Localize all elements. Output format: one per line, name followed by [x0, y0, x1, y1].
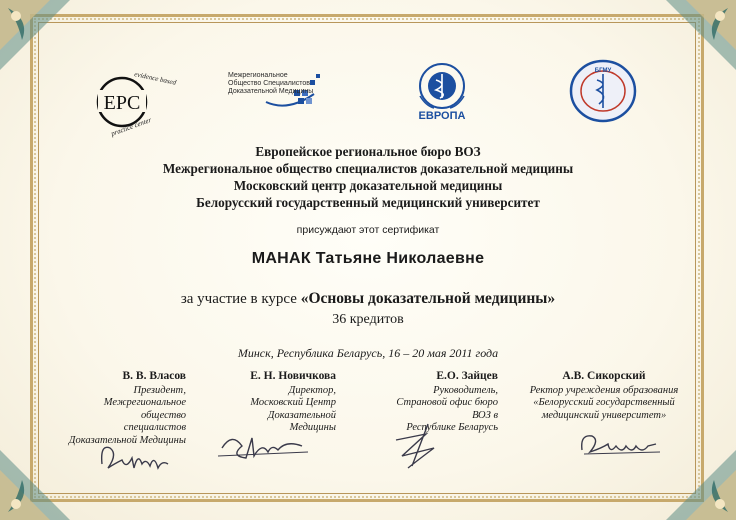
bsmu-logo	[566, 56, 640, 126]
epc-logo-bottom-text: practice center	[109, 115, 153, 138]
organization-line: Европейское региональное бюро ВОЗ	[255, 144, 481, 159]
epc-logo-arc-text: evidence based	[133, 70, 177, 87]
signature-sikorsky	[574, 424, 664, 464]
signatory-name: Е. Н. Новичкова	[250, 370, 336, 382]
epc-logo	[82, 64, 177, 140]
credits-text: 36 кредитов	[332, 312, 404, 327]
presents-text: присуждают этот сертификат	[296, 224, 440, 236]
signatory-role: медицинский университет»	[541, 409, 667, 421]
organization-line: Межрегиональное общество специалистов доказательной медицины	[162, 161, 574, 176]
corner-ornament-top-right	[666, 0, 736, 70]
corner-ornament-bottom-left	[0, 450, 70, 520]
recipient-name: МАНАК Татьяне Николаевне	[251, 250, 485, 267]
course-title: «Основы доказательной медицины»	[300, 290, 556, 307]
signatory-role: Республике Беларусь	[406, 422, 498, 433]
signatory-role: Доказательной Медицины	[267, 409, 336, 433]
corner-ornament-bottom-right	[666, 450, 736, 520]
course-prefix: за участие в курсе	[180, 291, 297, 307]
interregional-logo-line: Межрегиональное	[228, 72, 288, 79]
signatory-name: А.В. Сикорский	[562, 370, 646, 382]
signatory-role: Руководитель,	[433, 384, 498, 396]
course-line	[0, 290, 736, 308]
signatory-role: Директор,	[288, 384, 336, 396]
interregional-society-logo	[228, 72, 328, 112]
signatory-role: специалистов	[123, 422, 186, 433]
interregional-logo-line: Общество Специалистов	[228, 80, 310, 87]
interregional-logo-line: Доказательной Медицины	[228, 88, 314, 95]
place-date: Минск, Республика Беларусь, 16 – 20 мая 2011 года	[237, 346, 499, 360]
signatory-name: В. В. Власов	[122, 370, 186, 382]
signatory-sikorsky	[528, 370, 680, 422]
epc-logo-initials: EPC	[103, 92, 141, 114]
bsmu-logo-initials: БГМУ	[594, 68, 612, 74]
signatory-role: Страновой офис бюро ВОЗ в	[396, 397, 498, 421]
who-europe-logo	[410, 60, 474, 126]
organization-line: Московский центр доказательной медицины	[233, 178, 503, 193]
signatory-role: Президент,	[133, 384, 186, 396]
corner-ornament-top-left	[0, 0, 70, 70]
who-region-label: ЕВРОПА	[418, 110, 466, 122]
signature-novichkova	[212, 422, 312, 468]
signature-vlasov	[96, 434, 176, 480]
signatory-role: Ректор учреждения образования	[529, 384, 679, 396]
signatory-role: Межрегиональное общество	[103, 397, 186, 421]
signatory-role: «Белорусский государственный	[533, 397, 675, 408]
organizations-block	[0, 143, 736, 211]
signatory-name: Е.О. Зайцев	[436, 370, 498, 382]
organization-line: Белорусский государственный медицинский университет	[196, 195, 540, 210]
signature-zaitsev	[388, 416, 448, 472]
signatory-role: Доказательной Медицины	[68, 434, 186, 446]
signatory-role: Московский Центр	[250, 397, 336, 408]
